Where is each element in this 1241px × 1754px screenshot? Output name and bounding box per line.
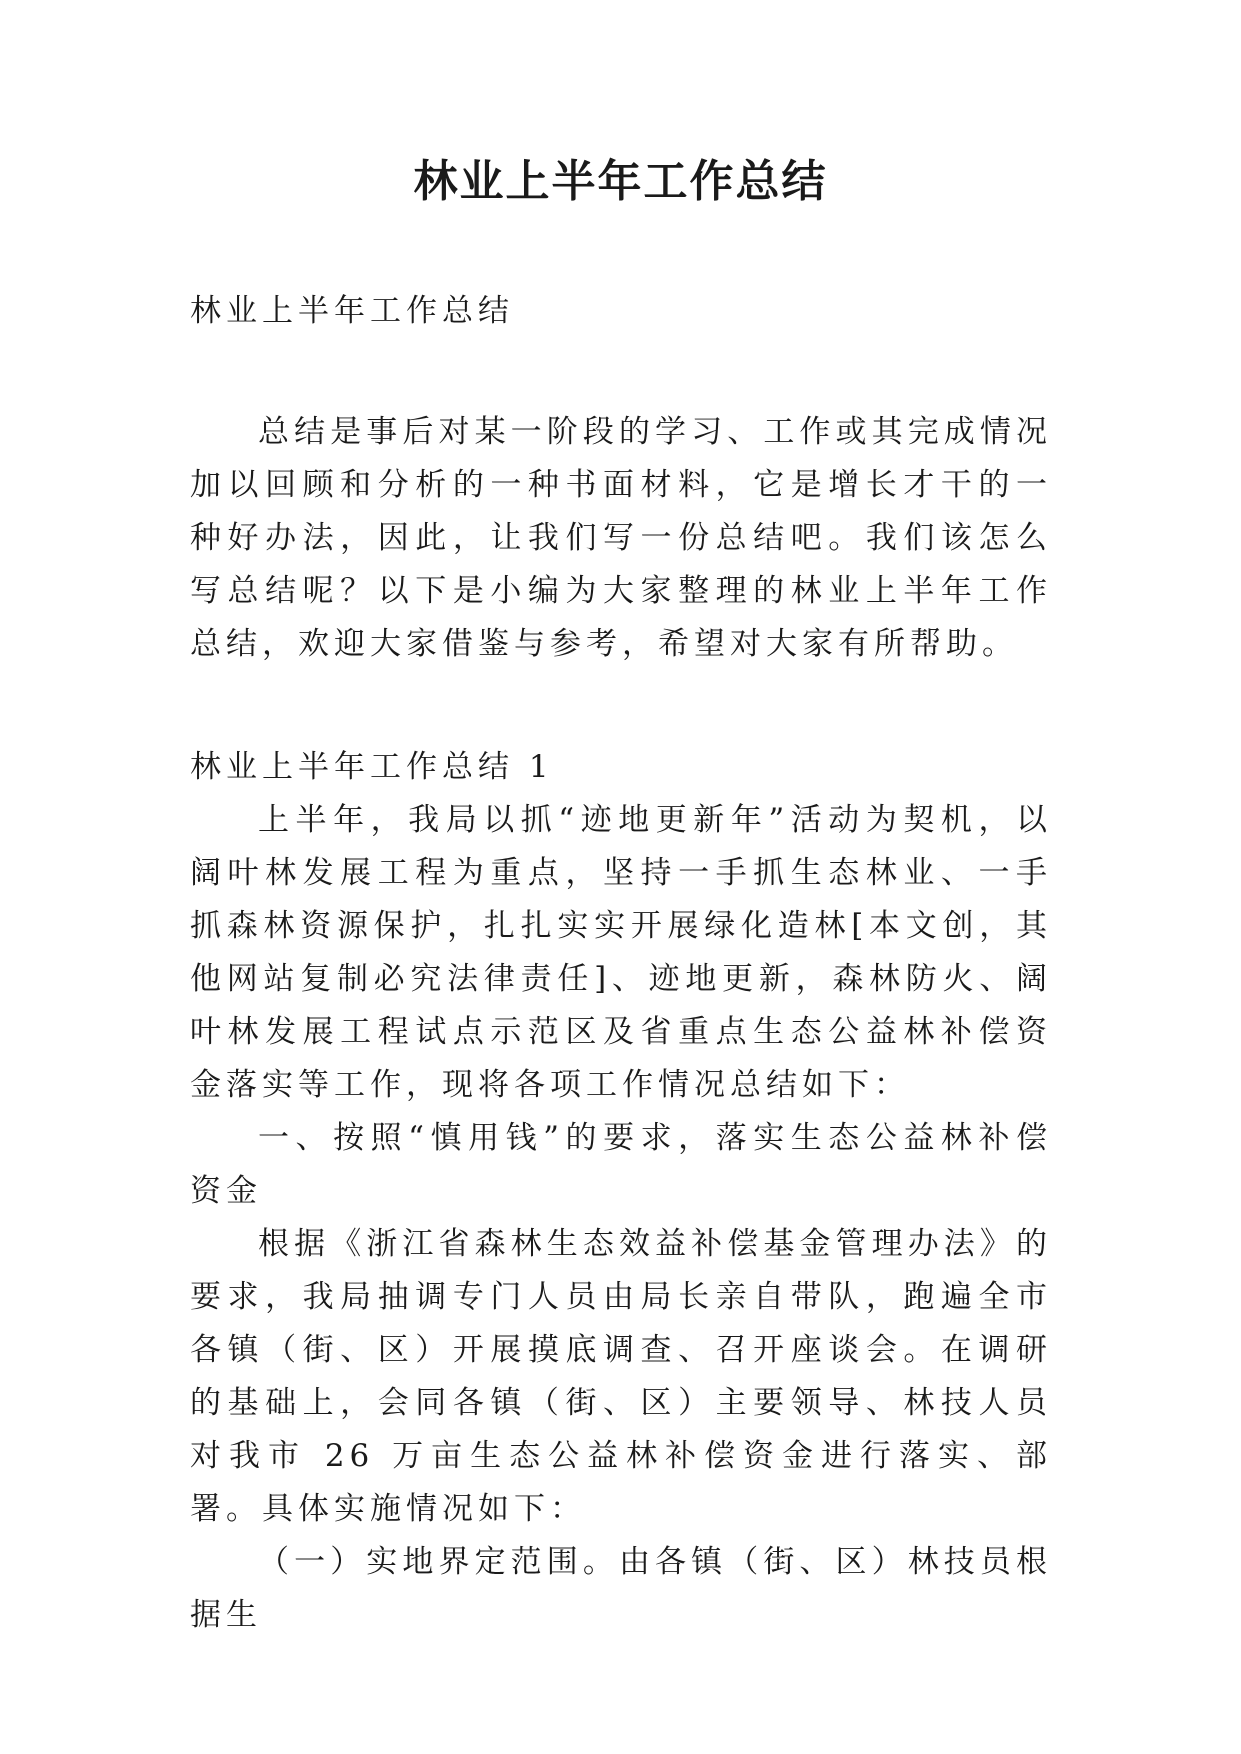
- spacer: [190, 671, 1052, 741]
- body-paragraph: 根据《浙江省森林生态效益补偿基金管理办法》的要求，我局抽调专门人员由局长亲自带队，跑遍全市各镇（街、区）开展摸底调查、召开座谈会。在调研的基础上，会同各镇（街、区）主要领导、林技人员对我市 26 万亩生态公益林补偿资金进行落实、部署。具体实施情况如下：: [190, 1226, 1052, 1527]
- document-body: [190, 285, 1052, 1642]
- body-paragraph: （一）实地界定范围。由各镇（街、区）林技员根据生: [190, 1544, 1052, 1633]
- body-paragraph: 上半年，我局以抓“迹地更新年”活动为契机，以阔叶林发展工程为重点，坚持一手抓生态林业、一手抓森林资源保护，扎扎实实开展绿化造林[本文创，其他网站复制必究法律责任]、迹地更新，森林防火、阔叶林发展工程试点示范区及省重点生态公益林补偿资金落实等工作，现将各项工作情况总结如下：: [190, 802, 1052, 1103]
- subsection-heading: 一、按照“慎用钱”的要求，落实生态公益林补偿资金: [190, 1120, 1052, 1209]
- section-heading: 林业上半年工作总结 1: [190, 749, 554, 785]
- document-title: 林业上半年工作总结: [413, 156, 828, 207]
- document-subtitle: 林业上半年工作总结: [190, 293, 514, 329]
- intro-paragraph: 总结是事后对某一阶段的学习、工作或其完成情况加以回顾和分析的一种书面材料，它是增长才干的一种好办法，因此，让我们写一份总结吧。我们该怎么写总结呢？以下是小编为大家整理的林业上半年工作总结，欢迎大家借鉴与参考，希望对大家有所帮助。: [190, 414, 1052, 662]
- spacer: [190, 338, 1052, 406]
